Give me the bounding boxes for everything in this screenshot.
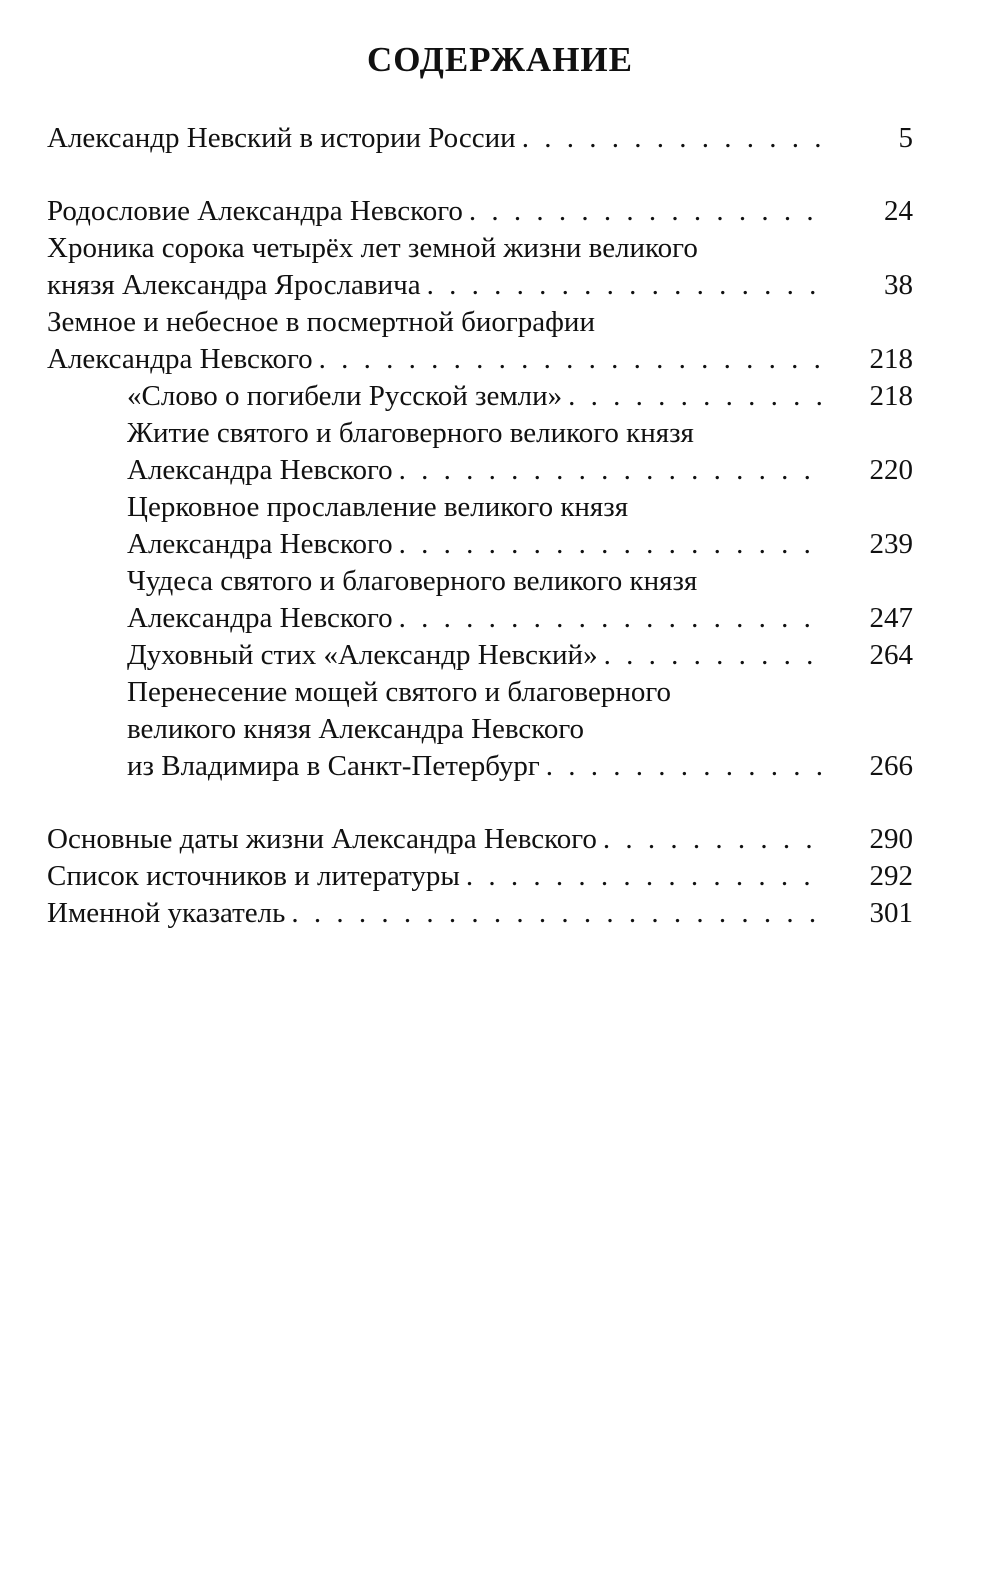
toc-entry-line xyxy=(47,193,913,230)
toc-entry-text: Александра Невского xyxy=(127,454,393,486)
toc-entry-line xyxy=(47,526,913,563)
toc-entry[interactable] xyxy=(47,489,913,563)
toc-entry-line xyxy=(47,489,913,526)
dot-leader xyxy=(603,821,827,858)
toc-entry-text: Основные даты жизни Александра Невского xyxy=(47,823,597,855)
page-number: 218 xyxy=(869,343,913,375)
page-number: 290 xyxy=(869,823,913,855)
page-number: 218 xyxy=(869,380,913,412)
dot-leader xyxy=(469,193,827,230)
toc-entry-text: Александр Невский в истории России xyxy=(47,122,516,154)
toc-entry-line xyxy=(47,267,913,304)
toc-entry-line xyxy=(47,858,913,895)
toc-entry-text: Список источников и литературы xyxy=(47,860,460,892)
page-number: 301 xyxy=(869,897,913,929)
toc-entry-text: Земное и небесное в посмертной биографии xyxy=(47,306,595,338)
dot-leader xyxy=(319,341,827,378)
toc-entry-text: Александра Невского xyxy=(47,343,313,375)
toc-entry-line xyxy=(47,711,913,748)
page-number: 220 xyxy=(869,454,913,486)
toc-entry[interactable] xyxy=(47,120,913,157)
toc-entry[interactable] xyxy=(47,563,913,637)
toc-entry-line xyxy=(47,600,913,637)
toc-entry-text: Александра Невского xyxy=(127,528,393,560)
toc-entry-text: Чудеса святого и благоверного великого князя xyxy=(127,565,698,597)
toc-entry-text: великого князя Александра Невского xyxy=(127,713,585,745)
dot-leader xyxy=(399,600,827,637)
toc-entry[interactable] xyxy=(47,193,913,230)
dot-leader xyxy=(399,452,827,489)
toc-entry-text: Именной указатель xyxy=(47,897,286,929)
page-number: 266 xyxy=(869,750,913,782)
toc-entry-text: Александра Невского xyxy=(127,602,393,634)
page-number: 264 xyxy=(869,639,913,671)
toc-entry-text: князя Александра Ярославича xyxy=(47,269,421,301)
toc-entry-text: из Владимира в Санкт-Петербург xyxy=(127,750,540,782)
toc-entry-text: Перенесение мощей святого и благоверного xyxy=(127,676,672,708)
toc-entry-line xyxy=(47,674,913,711)
toc-entry[interactable] xyxy=(47,674,913,785)
toc-entry[interactable] xyxy=(47,895,913,932)
toc-entry[interactable] xyxy=(47,415,913,489)
dot-leader xyxy=(291,895,827,932)
toc-entry-text: «Слово о погибели Русской земли» xyxy=(127,380,563,412)
toc-entry-line xyxy=(47,895,913,932)
dot-leader xyxy=(466,858,827,895)
page-number: 292 xyxy=(869,860,913,892)
toc-entry[interactable] xyxy=(47,821,913,858)
dot-leader xyxy=(546,748,827,785)
page-number: 24 xyxy=(884,195,913,227)
toc-entry-line xyxy=(47,230,913,267)
page-number: 247 xyxy=(869,602,913,634)
dot-leader xyxy=(522,120,827,157)
dot-leader xyxy=(427,267,827,304)
toc-entry[interactable] xyxy=(47,378,913,415)
toc-entry-text: Родословие Александра Невского xyxy=(47,195,463,227)
toc-entry-text: Хроника сорока четырёх лет земной жизни великого xyxy=(47,232,698,264)
toc-entry-text: Духовный стих «Александр Невский» xyxy=(127,639,598,671)
toc-entry-line xyxy=(47,378,913,415)
page-number: 5 xyxy=(898,122,913,154)
toc-title: СОДЕРЖАНИЕ xyxy=(366,40,633,79)
toc-entry-line xyxy=(47,452,913,489)
toc-entry-text: Церковное прославление великого князя xyxy=(127,491,629,523)
toc-entry-line xyxy=(47,821,913,858)
toc-entry-line xyxy=(47,637,913,674)
toc-entry[interactable] xyxy=(47,637,913,674)
toc-entry[interactable] xyxy=(47,304,913,378)
toc-entry[interactable] xyxy=(47,230,913,304)
dot-leader xyxy=(604,637,827,674)
toc-entry-text: Житие святого и благоверного великого князя xyxy=(127,417,694,449)
toc-entry-line xyxy=(47,748,913,785)
toc-entry-line xyxy=(47,341,913,378)
toc-entry-line xyxy=(47,563,913,600)
dot-leader xyxy=(568,378,827,415)
page-number: 239 xyxy=(869,528,913,560)
toc-entry-line xyxy=(47,120,913,157)
page-number: 38 xyxy=(884,269,913,301)
toc-entry[interactable] xyxy=(47,858,913,895)
toc-entry-line xyxy=(47,415,913,452)
toc-entry-line xyxy=(47,304,913,341)
dot-leader xyxy=(399,526,827,563)
table-of-contents xyxy=(47,120,913,932)
